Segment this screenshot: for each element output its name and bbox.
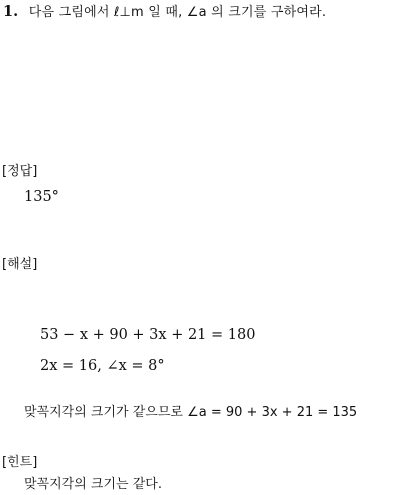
question-text: 다음 그림에서 ℓ⊥m 일 때, ∠a 의 크기를 구하여라. [28, 5, 327, 20]
explanation-conclusion: 맞꼭지각의 크기가 같으므로 ∠a = 90 + 3x + 21 = 135 [24, 405, 358, 420]
answer-header: [정답] [2, 164, 38, 179]
hint-header: [힌트] [2, 455, 38, 470]
hint-text: 맞꼭지각의 크기는 같다. [24, 477, 162, 492]
answer-value: 135° [24, 189, 59, 205]
question-line [3, 3, 326, 22]
explanation-equation-2: 2x = 16, ∠x = 8° [40, 358, 165, 374]
explanation-equation-1: 53 − x + 90 + 3x + 21 = 180 [40, 327, 256, 343]
figure-placeholder [20, 40, 400, 160]
question-number: 1. [3, 3, 19, 20]
explanation-header: [해설] [2, 257, 38, 272]
